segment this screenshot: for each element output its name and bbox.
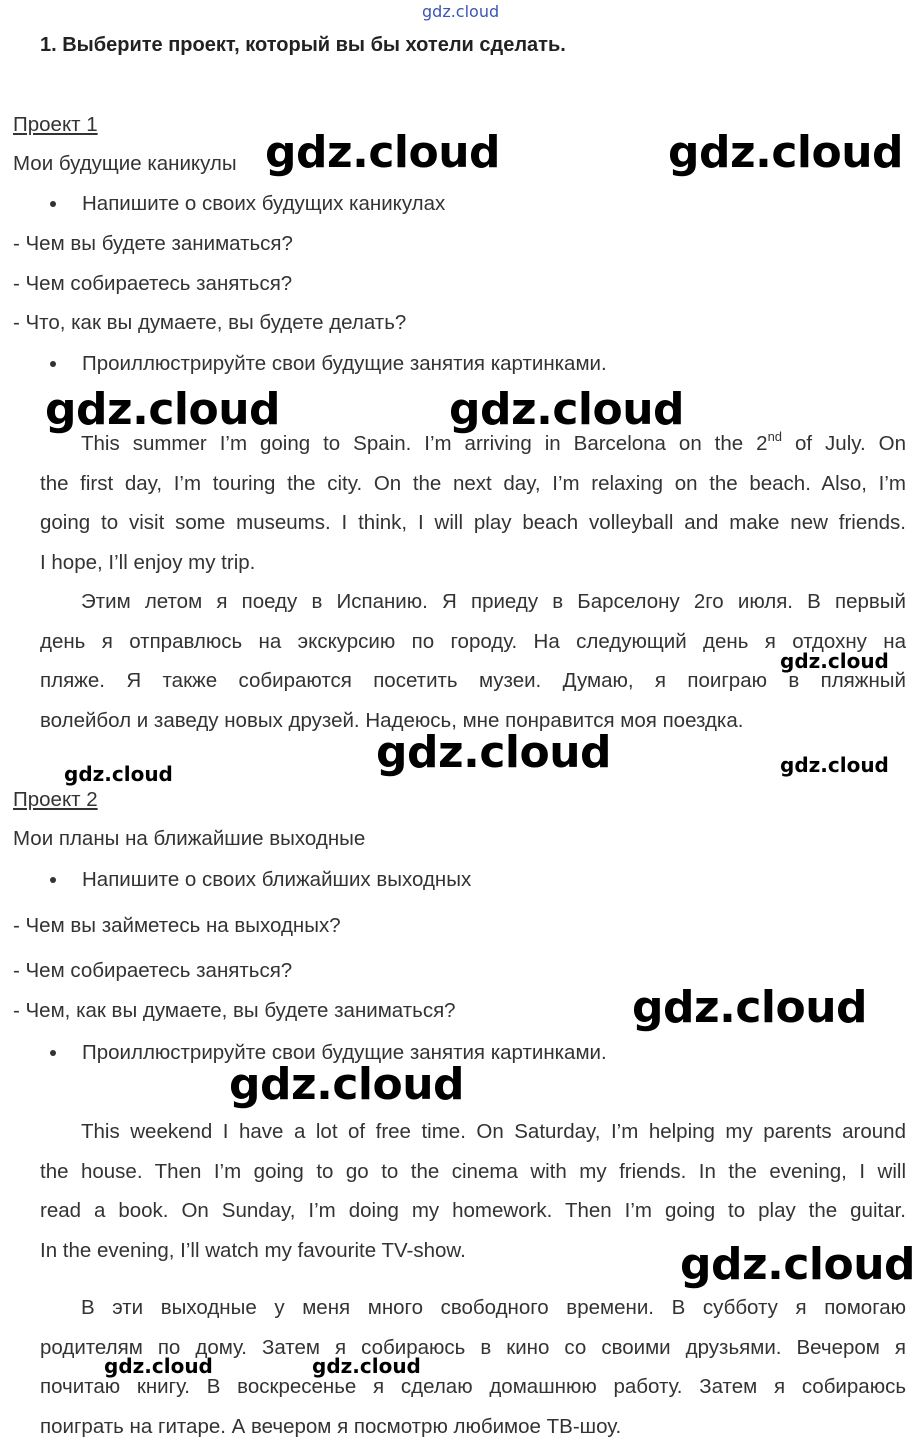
- text-line: This summer I’m going to Spain. I’m arriving in Barcelona on the 2nd of July. On: [81, 429, 906, 455]
- watermark: gdz.cloud: [668, 127, 904, 178]
- text-line: This weekend I have a lot of free time. On Saturday, I’m helping my parents around: [81, 1120, 906, 1143]
- project1-russian-text: [40, 582, 906, 740]
- watermark: gdz.cloud: [265, 127, 501, 178]
- bullet-dot: [50, 877, 56, 883]
- text-line: read a book. On Sunday, I’m doing my homework. Then I’m going to play the guitar.: [40, 1199, 906, 1222]
- text-line: волейбол и заведу новых друзей. Надеюсь, мне понравится моя поездка.: [40, 708, 744, 732]
- watermark: gdz.cloud: [376, 727, 612, 778]
- project2-question-3: - Чем, как вы думаете, вы будете заниматься?: [13, 999, 456, 1022]
- project2-label: Проект 2: [13, 788, 98, 811]
- watermark: gdz.cloud: [632, 982, 868, 1033]
- project1-bullet-write: Напишите о своих будущих каникулах: [82, 192, 446, 215]
- project1-question-1: - Чем вы будете заниматься?: [13, 232, 293, 255]
- watermark-top: gdz.cloud: [422, 2, 500, 21]
- watermark: gdz.cloud: [780, 753, 889, 777]
- text-line: В эти выходные у меня много свободного времени. В субботу я помогаю: [81, 1296, 906, 1319]
- project2-bullet-write: Напишите о своих ближайших выходных: [82, 868, 472, 891]
- project1-english-text: [40, 424, 906, 582]
- text-line: почитаю книгу. В воскресенье я сделаю домашнюю работу. Затем я собираюсь: [40, 1375, 906, 1398]
- text-line: the house. Then I’m going to go to the cinema with my friends. In the evening, I will: [40, 1159, 906, 1183]
- project2-bullet-illustrate: Проиллюстрируйте свои будущие занятия картинками.: [82, 1041, 607, 1064]
- project1-question-2: - Чем собираетесь заняться?: [13, 272, 293, 295]
- project1-bullet-illustrate: Проиллюстрируйте свои будущие занятия картинками.: [82, 352, 607, 375]
- watermark: gdz.cloud: [780, 649, 889, 673]
- text-line: день я отправлюсь на экскурсию по городу. На следующий день я отдохну на: [40, 629, 906, 653]
- watermark: gdz.cloud: [312, 1354, 421, 1378]
- project2-question-2: - Чем собираетесь заняться?: [13, 959, 293, 982]
- watermark: gdz.cloud: [64, 762, 173, 786]
- bullet-dot: [50, 201, 56, 207]
- project2-title: Мои планы на ближайшие выходные: [13, 827, 366, 850]
- bullet-dot: [50, 1050, 56, 1056]
- text-line: поиграть на гитаре. А вечером я посмотрю любимое ТВ-шоу.: [40, 1414, 622, 1438]
- watermark: gdz.cloud: [229, 1059, 465, 1110]
- watermark: gdz.cloud: [449, 384, 685, 435]
- text-line: Этим летом я поеду в Испанию. Я приеду в Барселону 2го июля. В первый: [81, 590, 906, 613]
- text-line: the first day, I’m touring the city. On the next day, I’m relaxing on the beach. Also, I’m: [40, 471, 906, 495]
- text-line: In the evening, I’ll watch my favourite TV-show.: [40, 1238, 466, 1262]
- text-line: going to visit some museums. I think, I will play beach volleyball and make new friends.: [40, 511, 906, 534]
- project1-question-3: - Что, как вы думаете, вы будете делать?: [13, 311, 407, 334]
- text-line: I hope, I’ll enjoy my trip.: [40, 550, 256, 574]
- text-line: пляже. Я также собираются посетить музеи. Думаю, я поиграю в пляжный: [40, 669, 906, 692]
- project1-label: Проект 1: [13, 113, 98, 136]
- watermark: gdz.cloud: [45, 384, 281, 435]
- bullet-dot: [50, 361, 56, 367]
- project1-title: Мои будущие каникулы: [13, 152, 237, 175]
- project2-question-1: - Чем вы займетесь на выходных?: [13, 914, 341, 937]
- task-heading: 1. Выберите проект, который вы бы хотели сделать.: [40, 34, 566, 56]
- watermark: gdz.cloud: [680, 1239, 916, 1290]
- watermark: gdz.cloud: [104, 1354, 213, 1378]
- text-line: родителям по дому. Затем я собираюсь в кино со своими друзьями. Вечером я: [40, 1335, 906, 1359]
